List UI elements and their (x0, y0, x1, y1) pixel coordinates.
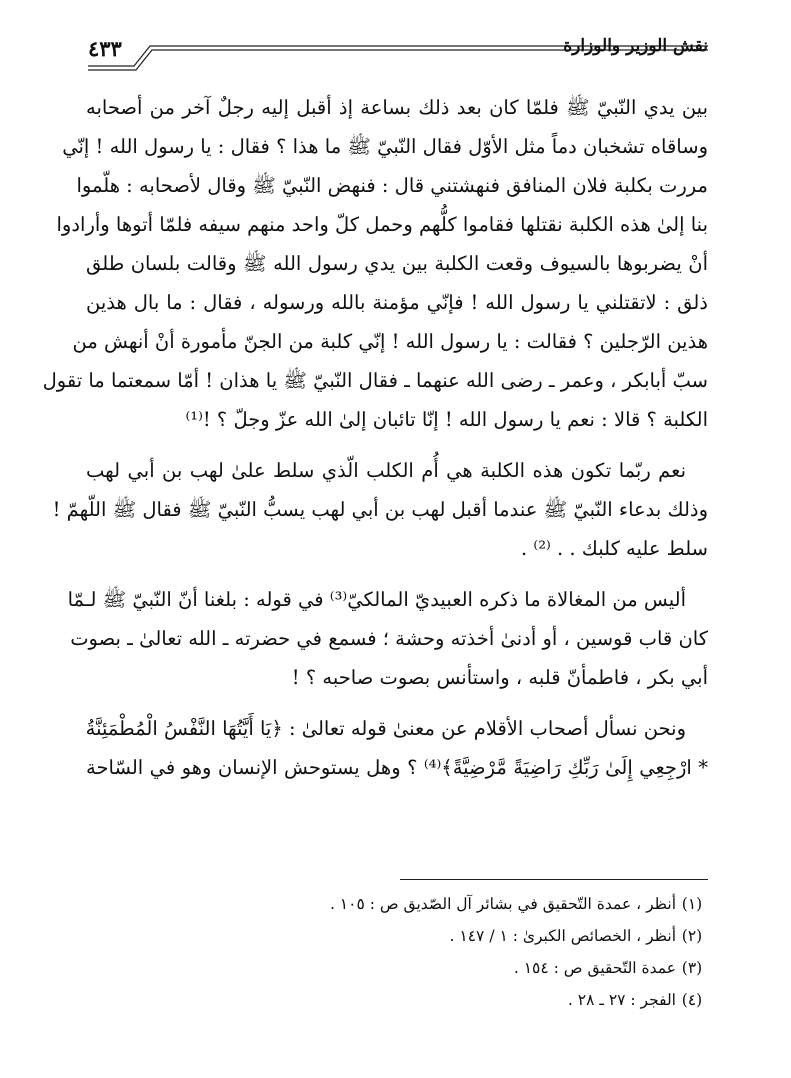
footnote-text: عمدة التّحقيق ص : ١٥٤ . (513, 959, 676, 977)
text-line: بنا إلىٰ هذه الكلبة نقتلها فقاموا كلُّهم وحمل كلّ واحد منهم سيفه فلمّا أتوها وأرادوا (56, 213, 708, 236)
text-line: بين يدي النّبيّ ﷺ فلمّا كان بعد ذلك بساعة إذ أقبل إليه رجلٌ آخر من أصحابه (86, 96, 708, 119)
text-line: سبّ أبابكر ، وعمر ـ رضى الله عنهما ـ فقال النّبيّ ﷺ يا هذان ! أمّا سمعتما ما تقول (42, 369, 708, 392)
footnote-text: أنظر ، عمدة التّحقيق في بشائر آل الصّديق ص : ١٠٥ . (329, 895, 676, 913)
footnote-number: (١) (681, 895, 703, 913)
paragraph-4 (86, 709, 708, 787)
text-line: كان قاب قوسين ، أو أدنىٰ أخذته وحشة ؛ فسمع في حضرته ـ الله تعالىٰ ـ بصوت (70, 627, 708, 650)
text-line: نعم ربّما تكون هذه الكلبة هي أُم الكلب الّذي سلط علىٰ لهب بن أبي لهب (86, 459, 686, 482)
footnote-separator (400, 879, 708, 880)
text-line: أنْ يضربوها بالسيوف وقعت الكلبة بين يدي رسول الله ﷺ وقالت بلسان طلق (86, 252, 708, 275)
footnote-text: أنظر ، الخصائص الكبرىٰ : ١ / ١٤٧ . (449, 927, 676, 945)
running-title: نقش الوزير والوزارة (563, 36, 708, 56)
footnote (86, 888, 708, 920)
text-line: الكلبة ؟ قالا : نعم يا رسول الله ! إنّا تائبان إلىٰ الله عزّ وجلّ ؟ !⁽¹⁾ (185, 408, 708, 431)
text-line: * ارْجِعِي إِلَىٰ رَبِّكِ رَاضِيَةً مَّرْضِيَّةً﴾⁽⁴⁾ ؟ وهل يستوحش الإنسان وهو في السّاحة (86, 756, 708, 779)
footnote-number: (٤) (681, 991, 703, 1009)
text-line: أبي بكر ، فاطمأنّ قلبه ، واستأنس بصوت صاحبه ؟ ! (291, 666, 708, 689)
footnote-number: (٣) (681, 959, 703, 977)
paragraph-3 (67, 580, 708, 697)
text-line: هذين الرّجلين ؟ فقالت : يا رسول الله ! إنّي كلبة من الجنّ مأمورة أنْ أنهش من (72, 330, 708, 353)
text-line: سلط عليه كلبك . . ⁽²⁾ . (521, 537, 708, 560)
page-number: ٤٣٣ (88, 36, 122, 61)
text-line: ونحن نسأل أصحاب الأقلام عن معنىٰ قوله تعالىٰ : ﴿يَا أَيَّتُهَا النَّفْسُ الْمُطْمَئِنَّةُ (85, 717, 686, 740)
footnote (86, 952, 708, 984)
footnote-number: (٢) (681, 927, 703, 945)
body-text (42, 88, 708, 799)
text-line: أليس من المغالاة ما ذكره العبيديّ المالكيّ⁽³⁾ في قوله : بلغنا أنّ النّبيّ ﷺ لـمّا (67, 588, 686, 611)
text-line: مررت بكلبة فلان المنافق فنهشتني قال : فنهض النّبيّ ﷺ وقال لأصحابه : هلّموا (76, 174, 708, 197)
text-line: وذلك بدعاء النّبيّ ﷺ عندما أقبل لهب بن أبي لهب يسبُّ النّبيّ ﷺ فقال ﷺ اللّهمّ ! (52, 498, 708, 521)
footnote (86, 920, 708, 952)
footnote-text: الفجر : ٢٧ ـ ٢٨ . (567, 991, 676, 1009)
page-header (88, 32, 708, 72)
footnote (86, 984, 708, 1016)
text-line: وساقاه تشخبان دماً مثل الأوّل فقال النّبيّ ﷺ ما هذا ؟ فقال : يا رسول الله ! إنّي (62, 135, 708, 158)
text-line: ذلق : لاتقتلني يا رسول الله ! فإنّي مؤمنة بالله ورسوله ، فقال : ما بال هذين (86, 291, 708, 314)
paragraph-1 (42, 88, 708, 439)
footnotes (86, 888, 708, 1016)
paragraph-2 (52, 451, 708, 568)
